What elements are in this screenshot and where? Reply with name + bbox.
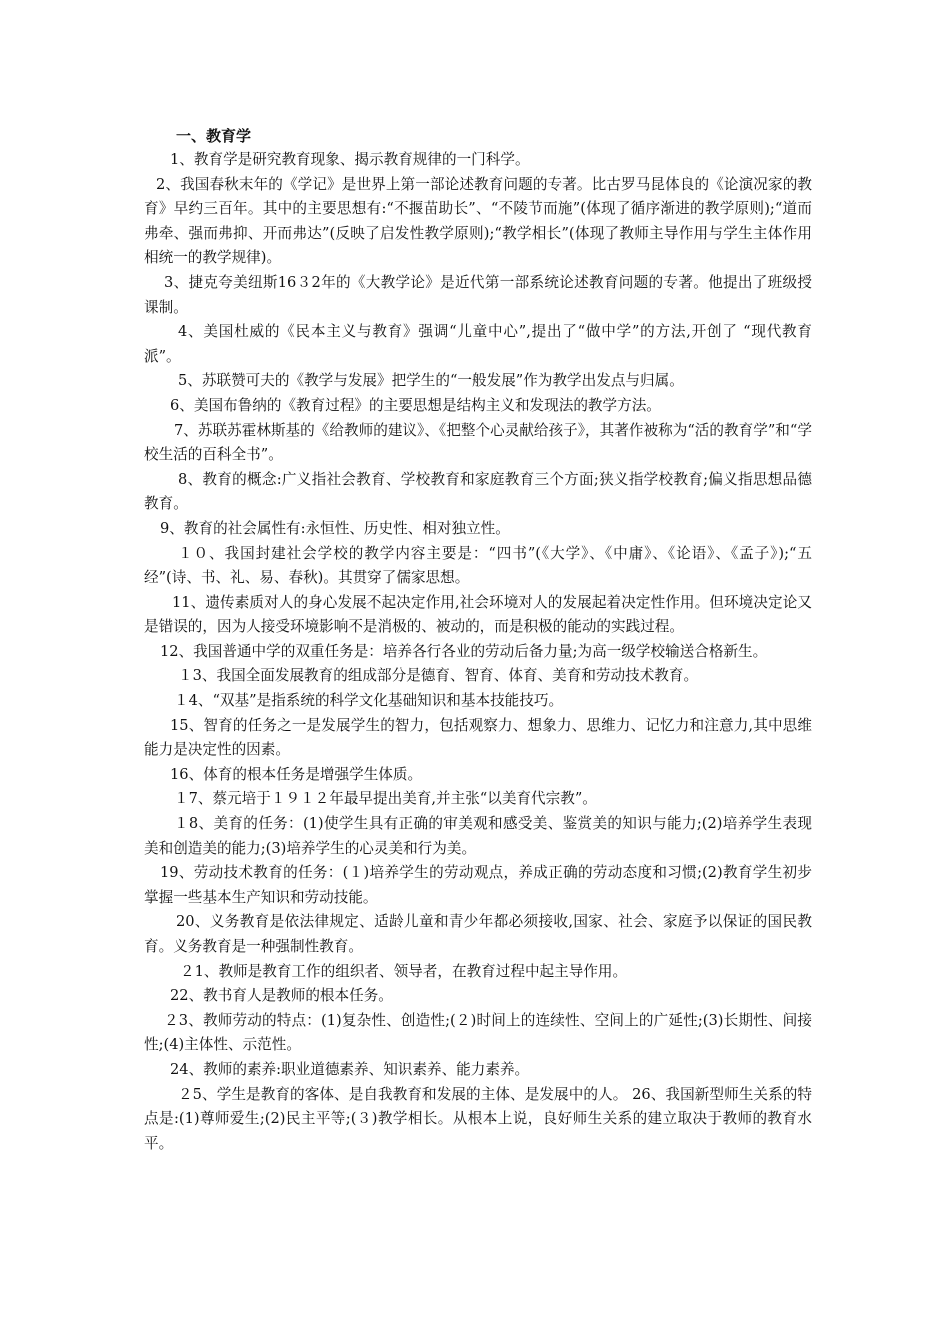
paragraph: １０、我国封建社会学校的教学内容主要是：“四书”(《大学》、《中庸》、《论语》、《孟子》);“五经”(诗、书、礼、易、春秋)。其贯穿了儒家思想。 <box>144 544 812 587</box>
paragraph: １3、我国全面发展教育的组成部分是德育、智育、体育、美育和劳动技术教育。 <box>178 667 699 685</box>
paragraph: ２3、教师劳动的特点：(1)复杂性、创造性;(２)时间上的连续性、空间上的广延性;(3)长期性、间接性;(4)主体性、示范性。 <box>144 1011 812 1054</box>
section-heading: 一、教育学 <box>176 127 252 145</box>
paragraph: 20、义务教育是依法律规定、适龄儿童和青少年都必须接收,国家、社会、家庭予以保证的国民教育。义务教育是一种强制性教育。 <box>144 913 812 955</box>
paragraph: ２1、教师是教育工作的组织者、领导者，在教育过程中起主导作用。 <box>180 962 628 980</box>
paragraph: 12、我国普通中学的双重任务是：培养各行各业的劳动后备力量;为高一级学校输送合格新生。 <box>160 642 768 660</box>
paragraph: 1、教育学是研究教育现象、揭示教育规律的一门科学。 <box>170 151 530 168</box>
paragraph: 4、美国杜威的《民本主义与教育》强调“儿童中心”,提出了“做中学”的方法,开创了 “现代教育派”。 <box>144 323 812 365</box>
paragraph: １4、“双基”是指系统的科学文化基础知识和基本技能技巧。 <box>174 692 564 710</box>
paragraph: 7、苏联苏霍林斯基的《给教师的建议》、《把整个心灵献给孩子》，其著作被称为“活的教育学”和“学校生活的百科全书”。 <box>144 421 812 464</box>
paragraph: 2、我国春秋末年的《学记》是世界上第一部论述教育问题的专著。比古罗马昆体良的《论演况家的教育》早约三百年。其中的主要思想有:“不揠苗助长”、“不陵节而施”(体现了循序渐进的教学原则);“道而弗牵、强而弗抑、开而弗达”(反映了启发性教学原则);“教学相长”(体现了教师主导作用与学生主体作用相统一的教学规律)。 <box>144 175 812 267</box>
paragraph: 16、体育的根本任务是增强学生体质。 <box>170 765 423 783</box>
paragraph: １7、蔡元培于１９１２年最早提出美育,并主张“以美育代宗教”。 <box>174 790 597 808</box>
paragraph: 3、捷克夸美纽斯16３2年的《大教学论》是近代第一部系统论述教育问题的专著。他提出了班级授课制。 <box>144 273 812 316</box>
paragraph: ２5、学生是教育的客体、是自我教育和发展的主体、是发展中的人。 26、我国新型师生关系的特点是:(1)尊师爱生;(2)民主平等;(３)教学相长。从根本上说，良好师生关系的建立取决于教师的教育水平。 <box>144 1085 812 1152</box>
paragraph: １8、美育的任务：(1)使学生具有正确的审美观和感受美、鉴赏美的知识与能力;(2)培养学生表现美和创造美的能力;(3)培养学生的心灵美和行为美。 <box>144 815 812 857</box>
paragraph: 8、教育的概念:广义指社会教育、学校教育和家庭教育三个方面;狭义指学校教育;偏义指思想品德教育。 <box>144 470 812 513</box>
paragraph: 6、美国布鲁纳的《教育过程》的主要思想是结构主义和发现法的教学方法。 <box>170 396 661 414</box>
paragraph: 11、遗传素质对人的身心发展不起决定作用,社会环境对人的发展起着决定性作用。但环境决定论又是错误的，因为人接受环境影响不是消极的、被动的，而是积极的能动的实践过程。 <box>144 593 812 636</box>
document-page <box>144 124 812 1156</box>
paragraph: 5、苏联赞可夫的《教学与发展》把学生的“一般发展”作为教学出发点与归属。 <box>178 372 684 390</box>
paragraph: 15、智育的任务之一是发展学生的智力，包括观察力、想象力、思维力、记忆力和注意力,其中思维能力是决定性的因素。 <box>144 716 812 759</box>
paragraph: 9、教育的社会属性有:永恒性、历史性、相对独立性。 <box>160 519 510 537</box>
paragraph: 19、劳动技术教育的任务：(１)培养学生的劳动观点，养成正确的劳动态度和习惯;(2)教育学生初步掌握一些基本生产知识和劳动技能。 <box>144 864 812 906</box>
paragraph: 22、教书育人是教师的根本任务。 <box>170 987 393 1005</box>
paragraph: 24、教师的素养:职业道德素养、知识素养、能力素养。 <box>170 1060 530 1078</box>
